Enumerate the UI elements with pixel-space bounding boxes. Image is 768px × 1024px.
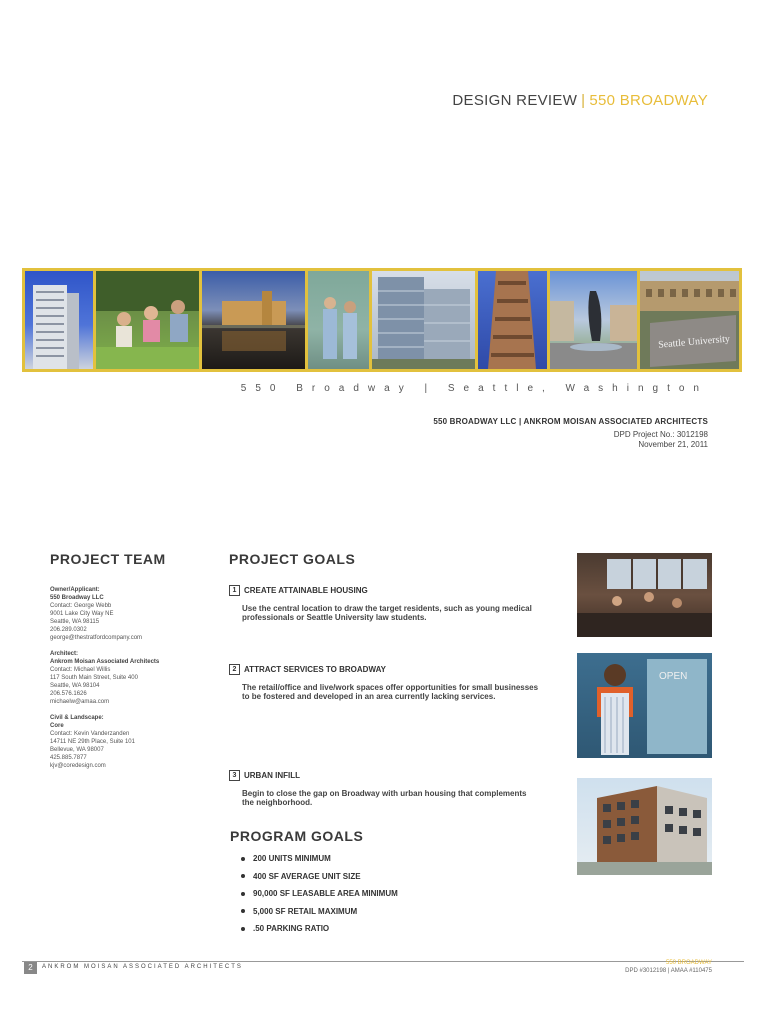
goal-number-box: 1 [229,585,240,596]
team-role: Owner/Applicant: [50,587,100,593]
proposed-building-rendering [577,778,712,875]
team-group-architect [50,650,210,706]
team-line: Contact: Michael Willis [50,667,111,673]
program-goal-item: .50 PARKING RATIO [241,920,398,938]
dpd-info [614,430,708,450]
team-line: 206.289.0302 [50,627,87,633]
program-goal-item: 200 UNITS MINIMUM [241,850,398,868]
team-name: Core [50,723,64,729]
team-group-civil [50,714,210,770]
team-line: 425.885.7877 [50,755,87,761]
bullet-icon [241,874,245,878]
bullet-icon [241,857,245,861]
firm-line: 550 BROADWAY LLC | ANKROM MOISAN ASSOCIATED ARCHITECTS [433,417,708,426]
program-goal-item: 5,000 SF RETAIL MAXIMUM [241,903,398,921]
bullet-icon [241,909,245,913]
chapel-reflecting-pool-photo [202,271,305,369]
team-line: 117 South Main Street, Suite 400 [50,675,138,681]
storefront-sign-text: OPEN [659,671,688,682]
team-line: Seattle, WA 98104 [50,683,100,689]
page-number: 2 [24,962,37,974]
project-team-title: PROJECT TEAM [50,551,166,567]
goal-heading: ATTRACT SERVICES TO BROADWAY [244,665,386,674]
students-on-lawn-photo [96,271,198,369]
seattle-university-sign-photo [640,271,739,369]
goal-description: The retail/office and live/work spaces offer opportunities for small businesses to be fostered and developed in an area currently lacking services. [242,683,539,701]
project-name-label: 550 BROADWAY [589,92,708,109]
goal-heading: CREATE ATTAINABLE HOUSING [244,586,368,595]
program-goals-list [241,850,398,938]
program-goal-item: 90,000 SF LEASABLE AREA MINIMUM [241,885,398,903]
team-line: Bellevue, WA 98007 [50,747,104,753]
goal-description: Use the central location to draw the target residents, such as young medical professionals or Seattle University law students. [242,604,532,622]
goal-number-box: 2 [229,664,240,675]
tower-building-photo [25,271,93,369]
goal-item-1 [229,585,539,622]
sculpture-fountain-photo [550,271,637,369]
brick-building-closeup-photo [478,271,546,369]
project-goals-title: PROJECT GOALS [229,551,356,567]
team-line: 9001 Lake City Way NE [50,611,114,617]
footer-rule [22,961,744,962]
document-header-title [452,92,708,109]
hospital-glass-building-photo [372,271,475,369]
team-line: Contact: George Webb [50,603,112,609]
storefront-owner-photo [577,653,712,758]
team-line: michaelw@amaa.com [50,699,110,705]
header-separator: | [581,92,586,109]
photo-strip [22,268,742,372]
team-line: kjv@coredesign.com [50,763,106,769]
footer-project-name: 550 BROADWAY [665,960,712,966]
goal-item-2 [229,664,539,701]
bullet-icon [241,892,245,896]
team-line: 14711 NE 29th Place, Suite 101 [50,739,135,745]
goal-heading: URBAN INFILL [244,771,300,780]
footer-dpd-line: DPD #3012198 | AMAA #110475 [625,968,712,974]
team-name: Ankrom Moisan Associated Architects [50,659,160,665]
medical-staff-photo [308,271,369,369]
bullet-icon [241,927,245,931]
document-date: November 21, 2011 [638,440,708,449]
goal-number-box: 3 [229,770,240,781]
team-role: Architect: [50,651,79,657]
program-goal-item: 400 SF AVERAGE UNIT SIZE [241,868,398,886]
team-role: Civil & Landscape: [50,715,104,721]
goal-description: Begin to close the gap on Broadway with urban housing that complements the neighborhood. [242,789,527,807]
goal-item-3 [229,770,539,807]
team-line: Seattle, WA 98115 [50,619,100,625]
location-line: 550 Broadway | Seattle, Washington [240,383,708,394]
team-line: george@thestratfordcompany.com [50,635,143,641]
dpd-project-number: DPD Project No.: 3012198 [613,430,708,439]
sign-text: Seattle University [657,333,731,351]
footer-firm-name: ANKROM MOISAN ASSOCIATED ARCHITECTS [42,964,243,970]
team-group-owner [50,586,210,642]
doc-type-label: DESIGN REVIEW [452,92,578,109]
program-goals-title: PROGRAM GOALS [230,828,364,844]
team-name: 550 Broadway LLC [50,595,104,601]
cafe-interior-photo [577,553,712,637]
team-line: 206.576.1626 [50,691,87,697]
project-team-list [50,586,210,778]
team-line: Contact: Kevin Vanderzanden [50,731,130,737]
